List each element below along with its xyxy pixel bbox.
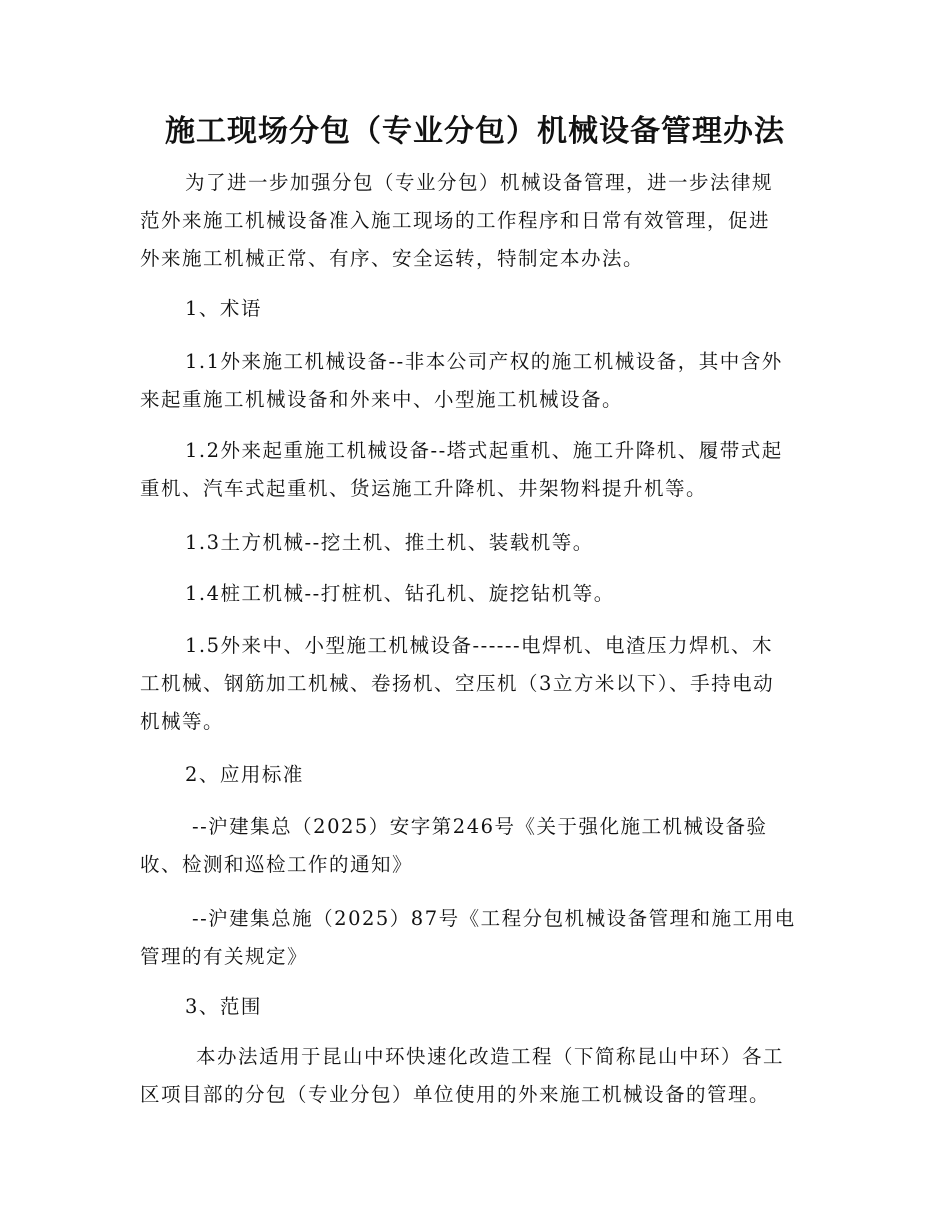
section-3-body-line-2: 区项目部的分包（专业分包）单位使用的外来施工机械设备的管理。 <box>140 1083 771 1106</box>
intro-line-2: 范外来施工机械设备准入施工现场的工作程序和日常有效管理，促进 <box>140 209 771 232</box>
section-1-heading <box>140 290 810 328</box>
standard-1 <box>140 808 810 884</box>
document-title: 施工现场分包（专业分包）机械设备管理办法 <box>165 114 785 149</box>
item-1-2-line-2: 重机、汽车式起重机、货运施工升降机、井架物料提升机等。 <box>140 477 708 500</box>
intro-paragraph <box>140 164 810 278</box>
item-1-5-line-3: 机械等。 <box>140 710 225 733</box>
section-3-heading <box>140 988 810 1026</box>
section-1-heading-text: 1、术语 <box>185 297 262 320</box>
section-3-heading-text: 3、范围 <box>185 995 262 1018</box>
standard-2-line-1: --沪建集总施（2025）87号《工程分包机械设备管理和施工用电 <box>192 907 796 930</box>
intro-line-3: 外来施工机械正常、有序、安全运转，特制定本办法。 <box>140 247 645 270</box>
section-2-heading-text: 2、应用标准 <box>185 763 304 786</box>
item-1-4 <box>140 575 810 613</box>
standard-1-line-1: --沪建集总（2025）安字第246号《关于强化施工机械设备验 <box>192 815 768 838</box>
item-1-3 <box>140 524 810 562</box>
item-1-1-line-2: 来起重施工机械设备和外来中、小型施工机械设备。 <box>140 388 624 411</box>
item-1-5 <box>140 627 810 741</box>
item-1-2 <box>140 432 810 508</box>
item-1-5-line-1: 1.5外来中、小型施工机械设备------电焊机、电渣压力焊机、木 <box>185 634 774 657</box>
standard-1-line-2: 收、检测和巡检工作的通知》 <box>140 853 414 876</box>
standard-2-line-2: 管理的有关规定》 <box>140 945 309 968</box>
item-1-4-line: 1.4桩工机械--打桩机、钻孔机、旋挖钻机等。 <box>185 582 615 605</box>
intro-line-1: 为了进一步加强分包（专业分包）机械设备管理，进一步法律规 <box>185 171 774 194</box>
item-1-1 <box>140 343 810 419</box>
section-3-body-line-1: 本办法适用于昆山中环快速化改造工程（下简称昆山中环）各工 <box>196 1045 785 1068</box>
standard-2 <box>140 900 810 976</box>
item-1-1-line-1: 1.1外来施工机械设备--非本公司产权的施工机械设备，其中含外 <box>185 350 783 373</box>
section-2-heading <box>140 756 810 794</box>
item-1-2-line-1: 1.2外来起重施工机械设备--塔式起重机、施工升降机、履带式起 <box>185 439 783 462</box>
item-1-5-line-2: 工机械、钢筋加工机械、卷扬机、空压机（3立方米以下）、手持电动 <box>140 672 775 695</box>
section-3-body <box>140 1038 810 1114</box>
item-1-3-line: 1.3土方机械--挖土机、推土机、装载机等。 <box>185 531 594 554</box>
